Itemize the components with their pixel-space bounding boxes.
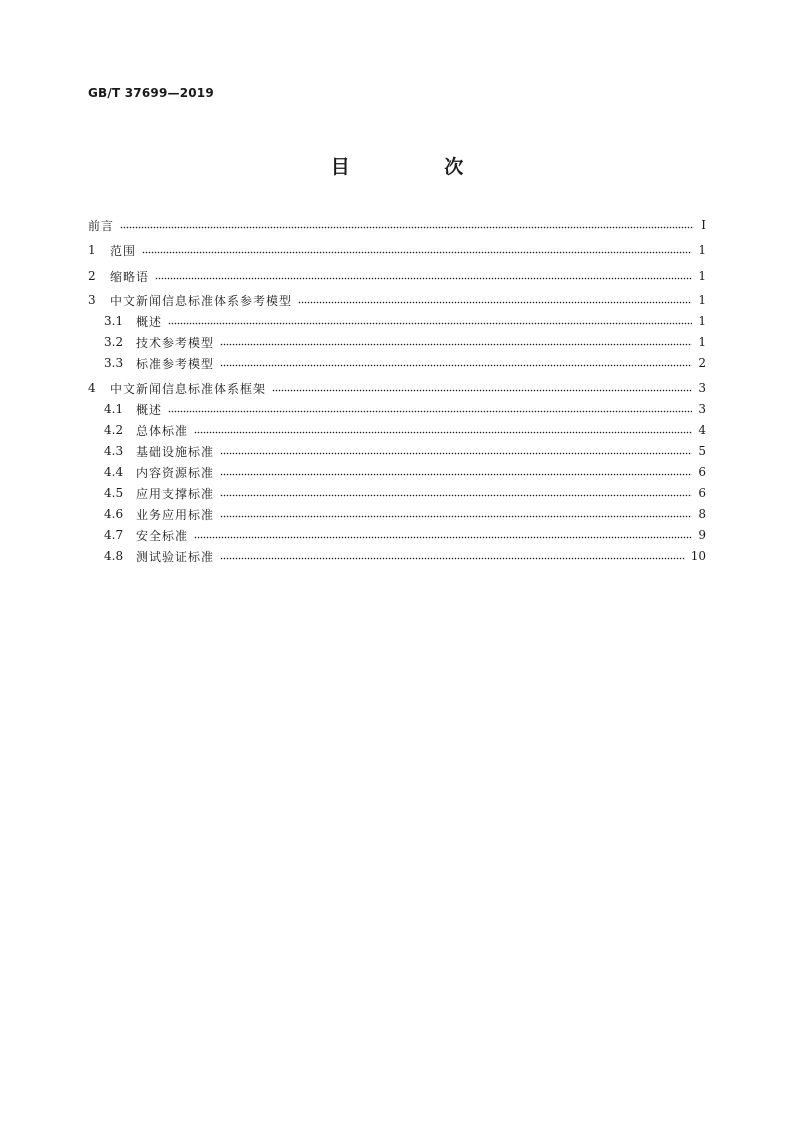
toc-entry-number: 4.7 [104, 528, 124, 542]
toc-entry-label: 范围 [110, 243, 137, 258]
toc-entry-1[interactable] [88, 241, 706, 259]
toc-leader-dots [220, 512, 692, 520]
toc-entry-number: 4.1 [104, 402, 124, 416]
toc-entry-number: 4 [88, 381, 96, 395]
toc-leader-dots [298, 298, 692, 306]
toc-leader-dots [272, 386, 692, 394]
toc-entry-4-2[interactable] [88, 421, 706, 439]
toc-entry-label: 内容资源标准 [136, 465, 215, 480]
toc-entry-label: 业务应用标准 [136, 507, 215, 522]
toc-leader-dots [194, 428, 692, 436]
toc-entry-label: 标准参考模型 [136, 356, 215, 371]
toc-entry-number: 4.5 [104, 486, 124, 500]
toc-entry-number: 3 [88, 293, 96, 307]
toc-leader-dots [194, 533, 692, 541]
toc-entry-number: 3.2 [104, 335, 124, 349]
toc-entry-label: 安全标准 [136, 528, 189, 543]
toc-leader-dots [155, 274, 692, 282]
toc-entry-number: 4.8 [104, 549, 124, 563]
toc-entry-preface[interactable] [88, 216, 706, 234]
toc-entry-number: 4.2 [104, 423, 124, 437]
toc-entry-page: 9 [698, 528, 706, 542]
toc-entry-2[interactable] [88, 267, 706, 285]
toc-leader-dots [220, 340, 692, 348]
toc-entry-number: 4.6 [104, 507, 124, 521]
toc-entry-label: 测试验证标准 [136, 549, 215, 564]
toc-entry-number: 1 [88, 243, 96, 257]
toc-entry-label: 应用支撑标准 [136, 486, 215, 501]
toc-leader-dots [168, 407, 692, 415]
toc-leader-dots [220, 554, 685, 562]
toc-entry-number: 4.3 [104, 444, 124, 458]
toc-entry-number: 4.4 [104, 465, 124, 479]
toc-leader-dots [220, 361, 692, 369]
toc-entry-page: 2 [698, 356, 706, 370]
toc-entry-label: 概述 [136, 402, 163, 417]
toc-entry-label: 技术参考模型 [136, 335, 215, 350]
toc-entry-4-5[interactable] [88, 484, 706, 502]
toc-entry-page: 1 [698, 293, 706, 307]
toc-leader-dots [220, 449, 692, 457]
toc-entry-page: 1 [698, 269, 706, 283]
toc-entry-label: 概述 [136, 314, 163, 329]
toc-entry-4-4[interactable] [88, 463, 706, 481]
document-code: GB/T 37699—2019 [88, 86, 214, 100]
toc-entry-label: 总体标准 [136, 423, 189, 438]
toc-entry-3-2[interactable] [88, 333, 706, 351]
toc-entry-4-1[interactable] [88, 400, 706, 418]
toc-entry-3-3[interactable] [88, 354, 706, 372]
toc-entry-page: 4 [698, 423, 706, 437]
toc-entry-4-8[interactable] [88, 547, 706, 565]
toc-entry-page: 1 [698, 243, 706, 257]
toc-leader-dots [142, 248, 692, 256]
toc-entry-page: 3 [698, 381, 706, 395]
toc-entry-page: 6 [698, 486, 706, 500]
toc-leader-dots [120, 223, 694, 231]
toc-entry-4[interactable] [88, 379, 706, 397]
toc-entry-page: 8 [698, 507, 706, 521]
toc-leader-dots [168, 319, 692, 327]
toc-entry-4-6[interactable] [88, 505, 706, 523]
toc-entry-page: 6 [698, 465, 706, 479]
toc-entry-page: 10 [690, 549, 706, 563]
toc-entry-4-7[interactable] [88, 526, 706, 544]
toc-entry-number: 2 [88, 269, 96, 283]
toc-entry-label: 中文新闻信息标准体系框架 [110, 381, 267, 396]
toc-entry-label: 中文新闻信息标准体系参考模型 [110, 293, 293, 308]
toc-entry-3-1[interactable] [88, 312, 706, 330]
toc-entry-label: 缩略语 [110, 269, 150, 284]
toc-entry-page: 1 [698, 314, 706, 328]
toc-entry-4-3[interactable] [88, 442, 706, 460]
toc-entry-page: 1 [698, 335, 706, 349]
toc-entry-page: 3 [698, 402, 706, 416]
toc-entry-number: 3.3 [104, 356, 124, 370]
toc-entry-3[interactable] [88, 291, 706, 309]
toc-entry-page: 5 [698, 444, 706, 458]
toc-entry-label: 基础设施标准 [136, 444, 215, 459]
toc-entry-number: 3.1 [104, 314, 124, 328]
toc-entry-page: Ⅰ [701, 218, 706, 232]
toc-title: 目 次 [330, 156, 508, 178]
toc-leader-dots [220, 491, 692, 499]
toc-leader-dots [220, 470, 692, 478]
toc-entry-label: 前言 [88, 218, 115, 233]
